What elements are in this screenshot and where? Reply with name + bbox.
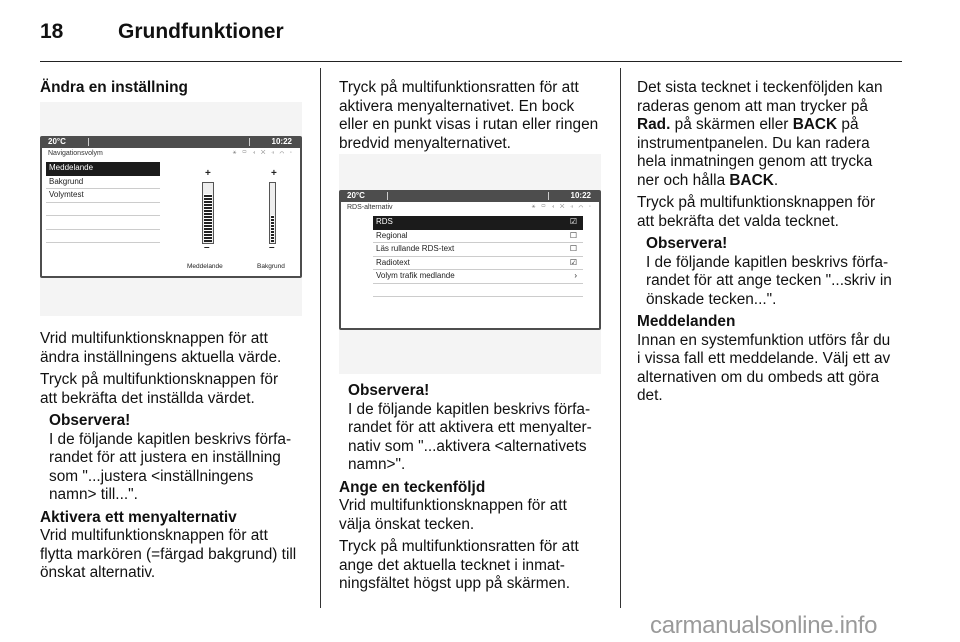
watermark-url: carmanualsonline.info: [650, 612, 878, 639]
page-number: 18: [40, 20, 64, 43]
status-icons: ⚹ ▭ ◃ ✕ ◃ ⌒ ◦: [232, 150, 294, 156]
checkbox-checked-icon: ☑: [569, 257, 577, 267]
screen-subtitle: RDS-alternativ: [347, 204, 393, 211]
menu-item-empty: [46, 203, 160, 217]
menu-item[interactable]: Radiotext ☑: [373, 257, 583, 271]
paragraph: Vrid multifunktionsknappen för att flytta markören (=färgad bakgrund) till önskat alternativ.: [40, 527, 297, 581]
column-1-body: [40, 330, 312, 583]
chevron-right-icon: ›: [574, 271, 577, 280]
column-1: [40, 79, 312, 98]
display-screen: [339, 190, 601, 330]
section-heading: Meddelanden: [637, 313, 736, 330]
note-title: Observera!: [348, 382, 430, 399]
paragraph: Tryck på multifunktionsratten för att aktivera menyalternativet. En bock eller en punkt visas i rutan eller ringen bredvid menyalternativet.: [339, 79, 599, 152]
paragraph: Tryck på multifunktionsknappen för att bekräfta det inställda värdet.: [40, 371, 279, 407]
note-text: I de följande kapitlen beskrivs förfa- randet för att ange tecken "...skriv in önskade tecken...".: [646, 253, 892, 308]
note-box: [339, 382, 611, 475]
screen-body: [42, 148, 300, 276]
section-heading: Ändra en inställning: [40, 79, 188, 96]
note-box: [40, 412, 312, 505]
column-2-body: [339, 382, 611, 594]
page-title: Grundfunktioner: [118, 20, 284, 43]
temperature-readout: 20°C: [48, 137, 66, 146]
menu-item[interactable]: Regional ☐: [373, 230, 583, 244]
plus-icon: +: [205, 168, 211, 179]
column-divider: [620, 68, 621, 608]
screen-illustration-volume: [40, 102, 302, 316]
paragraph: Tryck på multifunktionsknappen för att bekräfta det valda tecknet.: [637, 194, 876, 230]
checkbox-checked-icon: ☑: [569, 217, 577, 226]
menu-item-empty: [373, 284, 583, 298]
menu-item[interactable]: Volymtest: [46, 189, 160, 203]
screen-subtitle: Navigationsvolym: [48, 150, 103, 157]
footer-button-meddelande[interactable]: Meddelande: [187, 263, 223, 270]
menu-item-selected[interactable]: Meddelande: [46, 162, 160, 176]
menu-item-selected[interactable]: RDS ☑: [373, 216, 583, 230]
temperature-readout: 20°C: [347, 191, 365, 200]
menu-item[interactable]: Läs rullande RDS-text ☐: [373, 243, 583, 257]
status-bar: [339, 190, 601, 202]
footer-button-bakgrund[interactable]: Bakgrund: [257, 263, 285, 270]
plus-icon: +: [271, 168, 277, 179]
paragraph: Vrid multifunktionsknappen för att välja önskat tecken.: [339, 497, 567, 533]
clock-readout: 10:22: [271, 137, 292, 146]
paragraph: Tryck på multifunktionsratten för att ange det aktuella tecknet i inmat- ningsfältet högst upp på skärmen.: [339, 538, 579, 592]
note-text: I de följande kapitlen beskrivs förfa- randet för att aktivera ett menyalter- nativ som "...aktivera <alternativets namn>".: [348, 400, 592, 473]
screen-body: [341, 202, 599, 328]
screen-illustration-rds: [339, 154, 601, 374]
menu-item-empty: [46, 230, 160, 244]
menu-list: [373, 216, 583, 297]
section-heading: Aktivera ett menyalternativ: [40, 508, 237, 526]
paragraph: Innan en systemfunktion utförs får du i vissa fall ett meddelande. Välj ett av alternativen om du ombeds att göra det.: [637, 331, 891, 404]
column-3: [637, 79, 909, 406]
menu-item[interactable]: Volym trafik medlande ›: [373, 270, 583, 284]
minus-icon: –: [269, 242, 275, 253]
note-text: I de följande kapitlen beskrivs förfa- randet för att justera en inställning som "...justera <inställningens namn> till...".: [49, 430, 292, 503]
note-title: Observera!: [49, 412, 131, 429]
paragraph: Vrid multifunktionsknappen för att ändra inställningens aktuella värde.: [40, 330, 282, 366]
column-divider: [320, 68, 321, 608]
minus-icon: –: [204, 242, 210, 253]
status-bar: [40, 136, 302, 148]
checkbox-empty-icon: ☐: [569, 230, 577, 240]
note-title: Observera!: [646, 235, 728, 252]
paragraph: Det sista tecknet i teckenföljden kan raderas genom att man trycker på Rad. på skärmen eller BACK på instrumentpanelen. Du kan radera hela inmatningen genom att trycka ner och hålla BACK.: [637, 79, 883, 189]
menu-item-empty: [46, 216, 160, 230]
column-2: [339, 79, 611, 153]
display-screen: [40, 136, 302, 278]
checkbox-empty-icon: ☐: [569, 244, 577, 253]
volume-slider-meddelande[interactable]: [202, 182, 214, 244]
clock-readout: 10:22: [570, 191, 591, 200]
section-heading: Ange en teckenföljd: [339, 478, 486, 496]
header-rule: [40, 61, 902, 62]
volume-slider-bakgrund[interactable]: [269, 182, 276, 244]
note-box: [637, 235, 909, 309]
menu-item[interactable]: Bakgrund: [46, 176, 160, 190]
status-icons: ⚹ ▭ ◃ ✕ ◃ ⌒ ◦: [531, 204, 593, 210]
menu-list: [46, 162, 160, 243]
